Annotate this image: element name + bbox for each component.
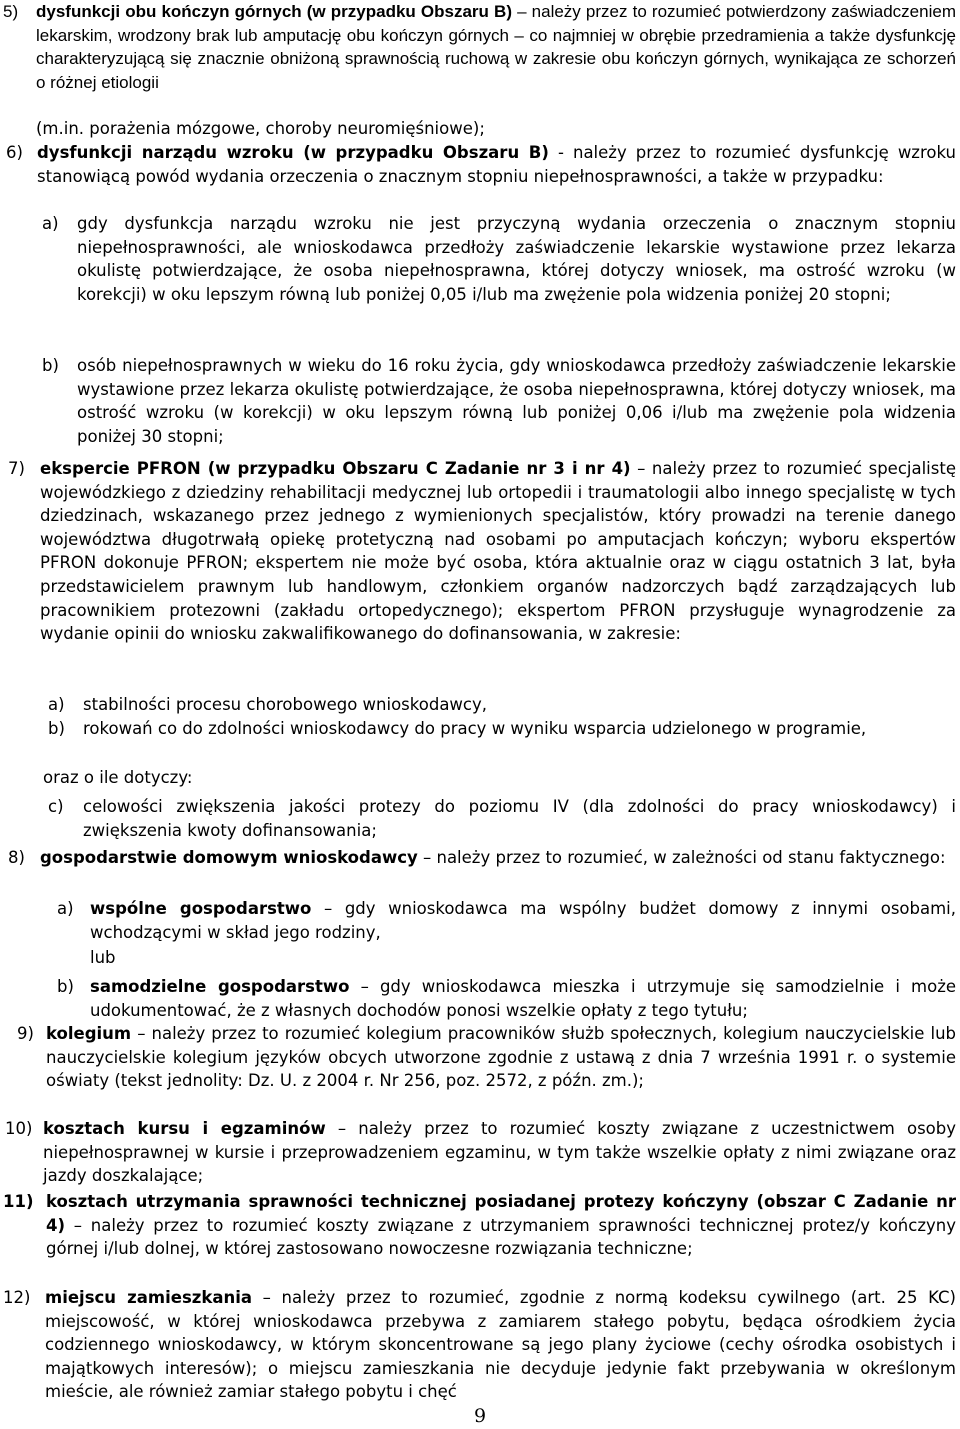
sub-item-label: b) [57, 977, 74, 996]
item-8-lub: lub [90, 948, 116, 967]
item-12-definition [45, 1286, 956, 1404]
item-6b-text: osób niepełnosprawnych w wieku do 16 roku życia, gdy wnioskodawca przedłoży zaświadczenie lekarskie wystawione przez lekarza okulistę potwierdzające, że osoba niepełnosprawna, której dotyczy wniosek, ma ostrość wzroku (w korekcji) w oku lepszym równą lub poniżej 0,06 i/lub ma zwężenie pola widzenia poniżej 30 stopni; [77, 356, 956, 446]
page-number: 9 [473, 1405, 487, 1427]
sub-item-label: a) [48, 695, 65, 714]
sub-item-label: b) [48, 719, 65, 738]
item-7-definition [40, 457, 956, 646]
item-number: 9) [17, 1024, 34, 1043]
item-10-definition [43, 1117, 956, 1188]
defined-term: dysfunkcji narządu wzroku (w przypadku Obszaru B) [37, 143, 549, 162]
item-9-definition [46, 1022, 956, 1093]
item-7a-text: stabilności procesu chorobowego wnioskodawcy, [83, 695, 488, 714]
item-number: 11) [3, 1192, 34, 1211]
item-5-definition [36, 0, 956, 94]
definition-text: - należy przez to rozumieć dysfunkcję wzroku stanowiącą powód wydania orzeczenia o znacznym stopniu niepełnosprawności, a także w przypadku: [37, 143, 956, 186]
item-8-definition [40, 846, 956, 870]
defined-term: ekspercie PFRON (w przypadku Obszaru C Zadanie nr 3 i nr 4) [40, 459, 631, 478]
item-number: 12) [3, 1288, 31, 1307]
sub-item-label: a) [42, 214, 59, 233]
defined-term: dysfunkcji obu kończyn górnych (w przypadku Obszaru B) [36, 2, 512, 21]
definition-text: – należy przez to rozumieć kolegium pracowników służb społecznych, kolegium nauczycielskie lub nauczycielskie kolegium języków obcych utworzone zgodnie z ustawą z dnia 7 września 1991 r. o systemie oświaty (tekst jednolity: Dz. U. z 2004 r. Nr 256, poz. 2572, z późn. zm.); [46, 1024, 956, 1091]
item-7-oraz: oraz o ile dotyczy: [43, 768, 193, 787]
item-number: 8) [8, 848, 25, 867]
item-8b-text: samodzielne gospodarstwo – gdy wnioskodawca mieszka i utrzymuje się samodzielnie i może udokumentować, że z własnych dochodów ponosi wszelkie opłaty z tego tytułu; [90, 977, 957, 1020]
item-6-definition [37, 141, 956, 188]
item-7b-text: rokowań co do zdolności wnioskodawcy do pracy w wyniku wsparcia udzielonego w programie, [83, 719, 867, 738]
sub-item-label: b) [42, 356, 59, 375]
defined-term: kosztach utrzymania sprawności technicznej posiadanej protezy kończyny (obszar C Zadanie nr 4) [46, 1192, 956, 1235]
defined-term: gospodarstwie domowym wnioskodawcy [40, 848, 418, 867]
defined-term: kosztach kursu i egzaminów [43, 1119, 326, 1138]
item-number: 7) [8, 459, 25, 478]
sub-item-label: a) [57, 899, 74, 918]
item-8a-text: wspólne gospodarstwo – gdy wnioskodawca ma wspólny budżet domowy z innymi osobami, wchodzącymi w skład jego rodziny, [90, 899, 956, 942]
defined-term: kolegium [46, 1024, 132, 1043]
sub-item-label: c) [48, 797, 64, 816]
item-number: 10) [5, 1119, 33, 1138]
definition-text: – należy przez to rozumieć, zgodnie z normą kodeksu cywilnego (art. 25 KC) miejscowość, w której wnioskodawca przebywa z zamiarem stałego pobytu, będąca ośrodkiem życia codziennego wnioskodawcy, w którym skoncentrowane są jego plany życiowe (cechy ośrodka osobistych i majątkowych interesów); o miejscu zamieszkania nie decyduje jedynie fakt przebywania w określonym mieście, ale również zamiar stałego pobytu i chęć [45, 1288, 956, 1402]
definition-text: – należy przez to rozumieć, w zależności od stanu faktycznego: [417, 848, 946, 867]
definition-text: – należy przez to rozumieć specjalistę wojewódzkiego z dziedziny rehabilitacji medycznej lub ortopedii i traumatologii albo innego specjalistę w tych dziedzinach, wskazanego przez jednego z wymienionych specjalistów, który prowadzi na terenie danego województwa długotrwałą opiekę protetyczną nad osobami po amputacjach kończyn; wyboru ekspertów PFRON dokonuje PFRON; ekspertem nie może być osoba, która aktualnie oraz w ciągu ostatnich 3 lat, była przedstawicielem prawnym lub handlowym, członkiem organów nadzorczych bądź zarządzających lub pracownikiem protezowni (zakładu ortopedycznego); ekspertom PFRON przysługuje wynagrodzenie za wydanie opinii do wniosku zakwalifikowanego do dofinansowania, w zakresie: [40, 459, 956, 644]
item-11-definition [46, 1190, 956, 1261]
definition-text: – należy przez to rozumieć potwierdzony zaświadczeniem lekarskim, wrodzony brak lub amputację obu kończyn górnych – co najmniej w obrębie przedramienia a także dysfunkcję charakteryzującą się znacznie obniżoną sprawnością ruchową w zakresie obu kończyn górnych, wynikająca ze schorzeń o różnej etiologii [36, 2, 956, 92]
item-number: 6) [6, 143, 23, 162]
defined-term: miejscu zamieszkania [45, 1288, 253, 1307]
item-6a-text: gdy dysfunkcja narządu wzroku nie jest przyczyną wydania orzeczenia o znacznym stopniu niepełnosprawności, ale wnioskodawca przedłoży zaświadczenie lekarskie wystawione przez lekarza okulistę potwierdzające, że osoba niepełnosprawna, której dotyczy wniosek, ma ostrość wzroku (w korekcji) w oku lepszym równą lub poniżej 0,05 i/lub ma zwężenie pola widzenia poniżej 20 stopni; [77, 214, 956, 304]
item-5-continuation: (m.in. porażenia mózgowe, choroby neuromięśniowe); [36, 119, 485, 138]
definition-text: – należy przez to rozumieć koszty związane z uczestnictwem osoby niepełnosprawnej w kursie i przeprowadzeniem egzaminu, w tym także wszelkie opłaty z nimi związane oraz jazdy doszkalające; [43, 1119, 956, 1186]
definition-text: – należy przez to rozumieć koszty związane z utrzymaniem sprawności technicznej protez/y kończyny górnej i/lub dolnej, w której zastosowano nowoczesne rozwiązania techniczne; [46, 1215, 956, 1259]
item-number: 5) [3, 2, 19, 21]
defined-term: wspólne gospodarstwo [90, 899, 312, 918]
item-7c-text: celowości zwiększenia jakości protezy do poziomu IV (dla zdolności do pracy wnioskodawcy) i zwiększenia kwoty dofinansowania; [83, 797, 956, 840]
defined-term: samodzielne gospodarstwo [90, 977, 350, 996]
